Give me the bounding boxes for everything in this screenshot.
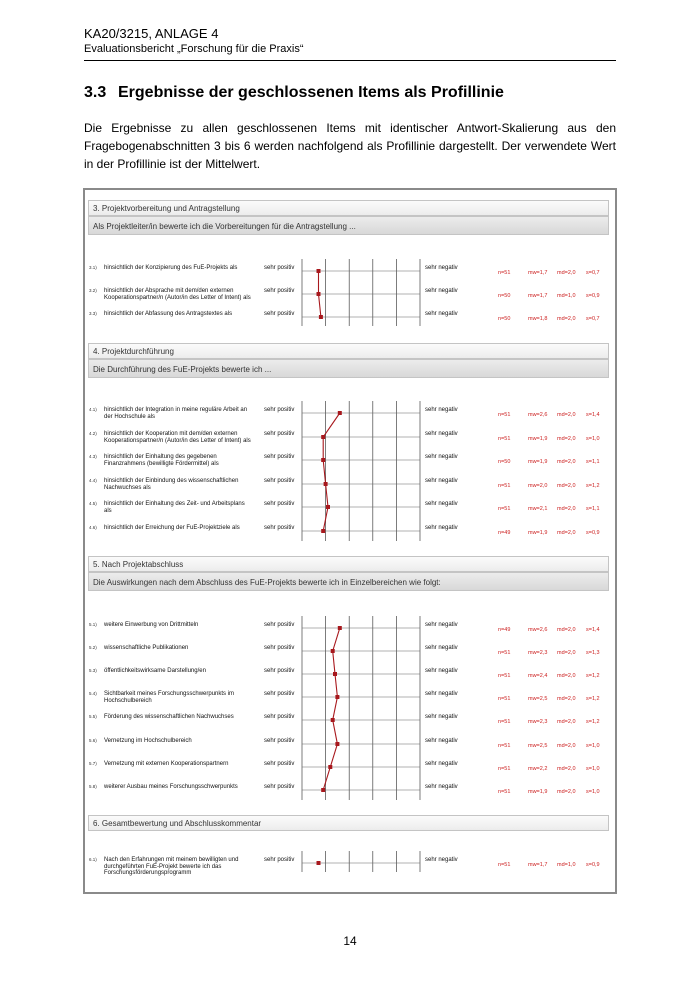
scale-label-negative: sehr negativ — [425, 738, 458, 744]
stat-n: n=51 — [498, 743, 511, 749]
stat-median: md=2,0 — [557, 719, 576, 725]
stat-sd: s=0,9 — [586, 293, 600, 299]
stat-median: md=2,0 — [557, 650, 576, 656]
item-number: 3.2) — [89, 288, 97, 293]
stat-sd: s=1,2 — [586, 483, 600, 489]
stat-n: n=51 — [498, 789, 511, 795]
stat-median: md=2,0 — [557, 530, 576, 536]
stat-median: md=2,0 — [557, 766, 576, 772]
scale-label-negative: sehr negativ — [425, 691, 458, 697]
stat-sd: s=1,3 — [586, 650, 600, 656]
mean-marker — [319, 315, 323, 319]
item-text: weitere Einwerbung von Drittmitteln — [104, 622, 199, 628]
mean-marker — [321, 788, 325, 792]
stat-sd: s=0,7 — [586, 270, 600, 276]
item-text: hinsichtlich der Erreichung der FuE-Projektziele als — [104, 525, 240, 531]
item-text: wissenschaftliche Publikationen — [104, 645, 189, 651]
group-subheading: Die Durchführung des FuE-Projekts bewerte ich ... — [88, 359, 609, 378]
stat-n: n=51 — [498, 862, 511, 868]
mean-marker — [321, 435, 325, 439]
mean-marker — [321, 458, 325, 462]
stat-n: n=51 — [498, 696, 511, 702]
stat-n: n=51 — [498, 270, 511, 276]
stat-mean: mw=2,0 — [528, 483, 548, 489]
item-number: 4.1) — [89, 407, 97, 412]
stat-sd: s=1,2 — [586, 696, 600, 702]
stat-mean: mw=1,9 — [528, 459, 548, 465]
scale-label-positive: sehr positiv — [264, 407, 295, 413]
item-number: 3.3) — [89, 311, 97, 316]
group-subheading: Die Auswirkungen nach dem Abschluss des FuE-Projekts bewerte ich in Einzelbereichen wie folgt: — [88, 572, 609, 591]
item-text: öffentlichkeitswirksame Darstellung/en — [104, 668, 206, 674]
stat-mean: mw=1,9 — [528, 436, 548, 442]
item-text: weiterer Ausbau meines Forschungsschwerpunkts — [104, 784, 238, 790]
stat-median: md=2,0 — [557, 270, 576, 276]
scale-label-negative: sehr negativ — [425, 431, 458, 437]
scale-label-negative: sehr negativ — [425, 478, 458, 484]
scale-label-negative: sehr negativ — [425, 668, 458, 674]
mean-marker — [338, 626, 342, 630]
stat-n: n=51 — [498, 483, 511, 489]
scale-label-positive: sehr positiv — [264, 714, 295, 720]
mean-marker — [333, 672, 337, 676]
stat-median: md=2,0 — [557, 436, 576, 442]
stat-mean: mw=1,7 — [528, 862, 548, 868]
stat-sd: s=1,0 — [586, 789, 600, 795]
mean-marker — [338, 411, 342, 415]
stat-n: n=49 — [498, 627, 511, 633]
stat-sd: s=1,2 — [586, 719, 600, 725]
stat-sd: s=1,1 — [586, 459, 600, 465]
stat-mean: mw=1,9 — [528, 789, 548, 795]
stat-n: n=49 — [498, 530, 511, 536]
stat-mean: mw=1,7 — [528, 270, 548, 276]
scale-label-negative: sehr negativ — [425, 857, 458, 863]
stat-sd: s=1,4 — [586, 627, 600, 633]
item-text: hinsichtlich der Abfassung des Antragstextes als — [104, 311, 233, 317]
stat-sd: s=0,9 — [586, 530, 600, 536]
scale-label-positive: sehr positiv — [264, 761, 295, 767]
scale-label-positive: sehr positiv — [264, 691, 295, 697]
item-number: 5.3) — [89, 668, 97, 673]
stat-n: n=51 — [498, 673, 511, 679]
scale-label-negative: sehr negativ — [425, 311, 458, 317]
item-number: 4.6) — [89, 525, 97, 530]
stat-n: n=51 — [498, 650, 511, 656]
stat-median: md=2,0 — [557, 459, 576, 465]
group-subheading: Als Projektleiter/in bewerte ich die Vorbereitungen für die Antragstellung ... — [88, 216, 609, 235]
stat-median: md=2,0 — [557, 743, 576, 749]
stat-mean: mw=2,5 — [528, 743, 548, 749]
stat-median: md=1,0 — [557, 293, 576, 299]
scale-label-negative: sehr negativ — [425, 265, 458, 271]
scale-label-negative: sehr negativ — [425, 784, 458, 790]
stat-sd: s=1,2 — [586, 673, 600, 679]
item-number: 4.2) — [89, 431, 97, 436]
mean-marker — [328, 765, 332, 769]
item-text: hinsichtlich der Kooperation mit dem/den externen Kooperationspartner/n (Autor/in des Letter of Intent) als — [104, 431, 251, 444]
item-number: 4.5) — [89, 501, 97, 506]
stat-n: n=51 — [498, 719, 511, 725]
scale-label-negative: sehr negativ — [425, 761, 458, 767]
mean-marker — [335, 695, 339, 699]
page-number: 14 — [343, 934, 357, 948]
mean-marker — [324, 482, 328, 486]
stat-mean: mw=2,3 — [528, 650, 548, 656]
scale-label-negative: sehr negativ — [425, 288, 458, 294]
item-number: 5.1) — [89, 622, 97, 627]
document-header-code: KA20/3215, ANLAGE 4 — [84, 26, 219, 41]
stat-mean: mw=2,4 — [528, 673, 548, 679]
stat-mean: mw=2,2 — [528, 766, 548, 772]
stat-mean: mw=1,9 — [528, 530, 548, 536]
mean-marker — [317, 861, 321, 865]
scale-label-negative: sehr negativ — [425, 501, 458, 507]
stat-median: md=2,0 — [557, 483, 576, 489]
stat-median: md=1,0 — [557, 862, 576, 868]
stat-median: md=2,0 — [557, 316, 576, 322]
stat-mean: mw=2,6 — [528, 412, 548, 418]
stat-sd: s=1,1 — [586, 506, 600, 512]
item-number: 5.7) — [89, 761, 97, 766]
stat-n: n=50 — [498, 316, 511, 322]
stat-mean: mw=1,8 — [528, 316, 548, 322]
scale-label-positive: sehr positiv — [264, 288, 295, 294]
stat-n: n=51 — [498, 506, 511, 512]
stat-n: n=50 — [498, 293, 511, 299]
item-number: 4.3) — [89, 454, 97, 459]
stat-sd: s=0,7 — [586, 316, 600, 322]
stat-mean: mw=2,3 — [528, 719, 548, 725]
mean-marker — [335, 742, 339, 746]
group-heading: 5. Nach Projektabschluss — [88, 556, 609, 572]
stat-mean: mw=2,6 — [528, 627, 548, 633]
intro-paragraph: Die Ergebnisse zu allen geschlossenen Items mit identischer Antwort-Skalierung aus den Fragebogenabschnitten 3 bis 6 werden nachfolgend als Profillinie dargestellt. Der verwendete Wert in der Profillinie ist der Mittelwert. — [84, 121, 616, 171]
scale-label-positive: sehr positiv — [264, 622, 295, 628]
item-text: hinsichtlich der Integration in meine reguläre Arbeit an der Hochschule als — [104, 407, 248, 420]
document-header-subtitle: Evaluationsbericht „Forschung für die Praxis“ — [84, 43, 304, 55]
item-text: hinsichtlich der Konzipierung des FuE-Projekts als — [104, 265, 238, 271]
stat-mean: mw=2,5 — [528, 696, 548, 702]
scale-label-negative: sehr negativ — [425, 454, 458, 460]
stat-n: n=51 — [498, 436, 511, 442]
mean-marker — [321, 529, 325, 533]
stat-sd: s=1,0 — [586, 743, 600, 749]
stat-sd: s=1,4 — [586, 412, 600, 418]
section-number: 3.3 — [84, 84, 107, 101]
item-text: Vernetzung mit externen Kooperationspartnern — [104, 761, 229, 767]
mean-marker — [317, 292, 321, 296]
group-heading: 3. Projektvorbereitung und Antragstellung — [88, 200, 609, 216]
stat-median: md=2,0 — [557, 506, 576, 512]
scale-label-positive: sehr positiv — [264, 454, 295, 460]
group-heading: 6. Gesamtbewertung und Abschlusskommentar — [88, 815, 609, 831]
mean-marker — [331, 649, 335, 653]
item-text: Vernetzung im Hochschulbereich — [104, 738, 192, 744]
stat-median: md=2,0 — [557, 412, 576, 418]
stat-n: n=51 — [498, 766, 511, 772]
scale-label-negative: sehr negativ — [425, 714, 458, 720]
scale-label-positive: sehr positiv — [264, 501, 295, 507]
stat-n: n=50 — [498, 459, 511, 465]
mean-marker — [331, 718, 335, 722]
group-heading: 4. Projektdurchführung — [88, 343, 609, 359]
mean-marker — [326, 505, 330, 509]
scale-label-negative: sehr negativ — [425, 525, 458, 531]
item-number: 6.1) — [89, 857, 97, 862]
stat-sd: s=1,0 — [586, 436, 600, 442]
mean-marker — [317, 269, 321, 273]
item-text: hinsichtlich der Einhaltung des gegebenen Finanzrahmens (bewilligte Fördermittel) als — [104, 454, 219, 467]
item-text: hinsichtlich der Einbindung des wissenschaftlichen Nachwuchses als — [104, 478, 239, 491]
scale-label-positive: sehr positiv — [264, 645, 295, 651]
scale-label-negative: sehr negativ — [425, 645, 458, 651]
item-number: 5.2) — [89, 645, 97, 650]
scale-label-positive: sehr positiv — [264, 857, 295, 863]
section-title: Ergebnisse der geschlossenen Items als Profillinie — [118, 84, 504, 101]
item-number: 4.4) — [89, 478, 97, 483]
scale-label-positive: sehr positiv — [264, 311, 295, 317]
stat-mean: mw=2,1 — [528, 506, 548, 512]
scale-label-negative: sehr negativ — [425, 622, 458, 628]
item-text: Nach den Erfahrungen mit meinem bewilligten und durchgeführten FuE-Projekt bewerte ich das Forschungsförderungsprogramm — [104, 857, 239, 877]
item-text: Sichtbarkeit meines Forschungsschwerpunkts im Hochschulbereich — [104, 691, 235, 704]
scale-label-positive: sehr positiv — [264, 265, 295, 271]
stat-sd: s=1,0 — [586, 766, 600, 772]
item-text: hinsichtlich der Absprache mit dem/den externen Kooperationspartner/n (Autor/in des Letter of Intent) als — [104, 288, 251, 301]
scale-label-positive: sehr positiv — [264, 525, 295, 531]
item-number: 3.1) — [89, 265, 97, 270]
scale-label-positive: sehr positiv — [264, 784, 295, 790]
stat-median: md=2,0 — [557, 696, 576, 702]
stat-median: md=2,0 — [557, 627, 576, 633]
stat-n: n=51 — [498, 412, 511, 418]
stat-sd: s=0,9 — [586, 862, 600, 868]
scale-label-positive: sehr positiv — [264, 431, 295, 437]
item-number: 5.5) — [89, 714, 97, 719]
item-number: 5.4) — [89, 691, 97, 696]
item-text: Förderung des wissenschaftlichen Nachwuchses — [104, 714, 234, 720]
scale-label-negative: sehr negativ — [425, 407, 458, 413]
scale-label-positive: sehr positiv — [264, 668, 295, 674]
scale-label-positive: sehr positiv — [264, 738, 295, 744]
stat-median: md=2,0 — [557, 789, 576, 795]
item-number: 5.6) — [89, 738, 97, 743]
stat-mean: mw=1,7 — [528, 293, 548, 299]
stat-median: md=2,0 — [557, 673, 576, 679]
item-number: 5.8) — [89, 784, 97, 789]
scale-label-positive: sehr positiv — [264, 478, 295, 484]
item-text: hinsichtlich der Einhaltung des Zeit- und Arbeitsplans als — [104, 501, 245, 514]
